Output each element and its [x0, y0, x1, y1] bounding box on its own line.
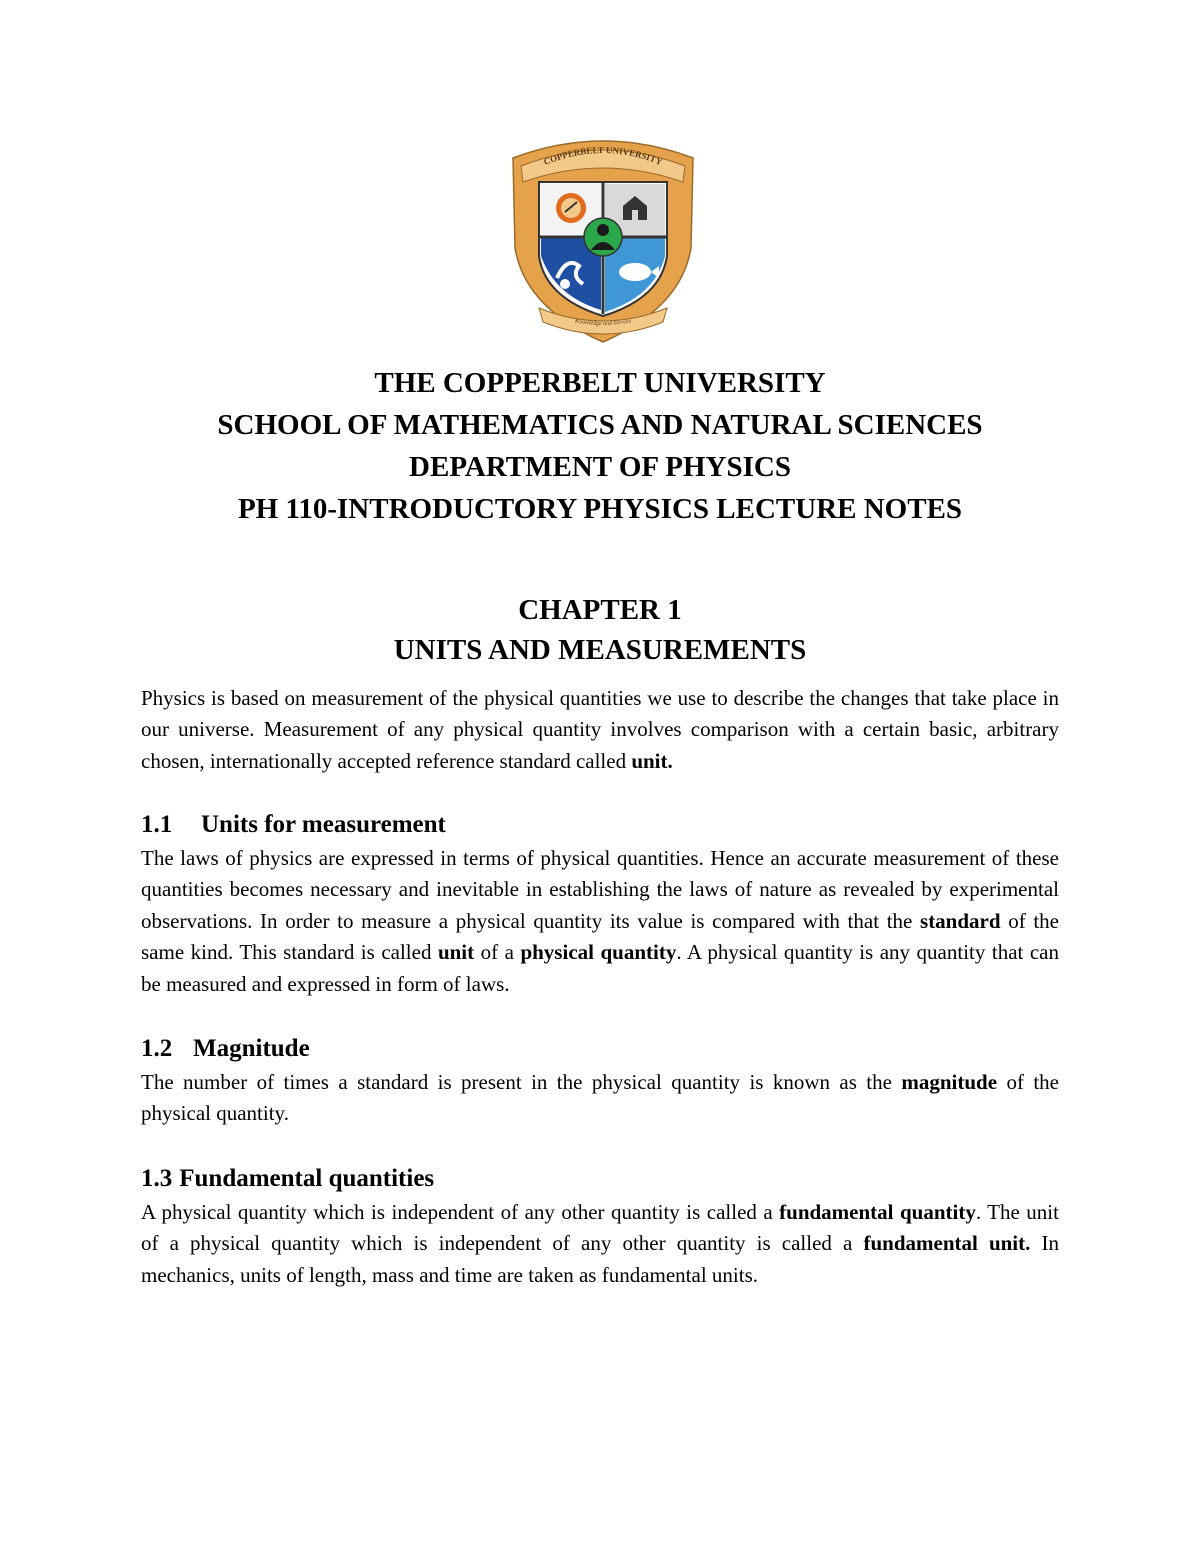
term-magnitude: magnitude: [901, 1070, 998, 1094]
svg-text:Knowledge and Service: Knowledge and Service: [574, 318, 632, 328]
section-title: Fundamental quantities: [179, 1165, 435, 1192]
section-body-1-3: [141, 1197, 1059, 1291]
section-body-1-2: [141, 1067, 1059, 1130]
university-crest-logo: [505, 138, 701, 344]
university-name: THE COPPERBELT UNIVERSITY: [374, 367, 826, 399]
section-heading-1-3: [141, 1163, 434, 1195]
term-unit: unit: [437, 940, 475, 965]
body-text: . The unit of a physical quantity which is independent of any other quantity is called a: [141, 1200, 1059, 1256]
intro-term-unit: unit.: [631, 748, 673, 773]
section-number: 1.1: [141, 811, 173, 838]
body-text: . A physical quantity is any quantity that can be measured and expressed in form of laws.: [141, 940, 1059, 996]
term-fundamental-quantity: fundamental quantity: [779, 1200, 976, 1224]
section-number: 1.3: [141, 1165, 173, 1192]
body-text: of the same kind. This standard is called: [141, 908, 1060, 965]
term-physical-quantity: physical quantity: [520, 940, 677, 965]
department-name: DEPARTMENT OF PHYSICS: [409, 451, 791, 483]
section-title: Magnitude: [193, 1035, 310, 1062]
term-standard: standard: [920, 908, 1001, 933]
section-number: 1.2: [141, 1035, 173, 1062]
body-text: of the physical quantity.: [141, 1070, 1060, 1126]
section-heading-1-2: [141, 1033, 310, 1065]
section-heading-1-1: [141, 809, 446, 841]
intro-paragraph: [141, 683, 1059, 777]
intro-text: Physics is based on measurement of the physical quantities we use to describe the changes that take place in our universe. Measurement of any physical quantity involves comparison with a certain basic, arbitrary chosen, internationally accepted reference standard called: [141, 686, 1059, 773]
chapter-title: UNITS AND MEASUREMENTS: [393, 634, 807, 666]
school-name: SCHOOL OF MATHEMATICS AND NATURAL SCIENCES: [217, 409, 983, 441]
body-text: The number of times a standard is present in the physical quantity is known as the: [141, 1070, 902, 1094]
course-title: PH 110-INTRODUCTORY PHYSICS LECTURE NOTES: [237, 493, 963, 525]
section-title: Units for measurement: [201, 811, 446, 838]
body-text: A physical quantity which is independent of any other quantity is called a: [141, 1200, 780, 1224]
chapter-heading: [0, 590, 1200, 670]
chapter-label: CHAPTER 1: [518, 594, 682, 626]
svg-text:COPPERBELT UNIVERSITY: COPPERBELT UNIVERSITY: [542, 144, 664, 167]
term-fundamental-unit: fundamental unit.: [863, 1231, 1031, 1256]
body-text: In mechanics, units of length, mass and time are taken as fundamental units.: [141, 1231, 1059, 1287]
section-body-1-1: [141, 843, 1059, 1000]
body-text: The laws of physics are expressed in terms of physical quantities. Hence an accurate measurement of these quantities becomes necessary and inevitable in establishing the laws of nature as revealed by experimental observations. In order to measure a physical quantity its value is compared with that the: [141, 846, 1059, 933]
body-text: of a: [474, 940, 521, 965]
title-block: [0, 362, 1200, 530]
